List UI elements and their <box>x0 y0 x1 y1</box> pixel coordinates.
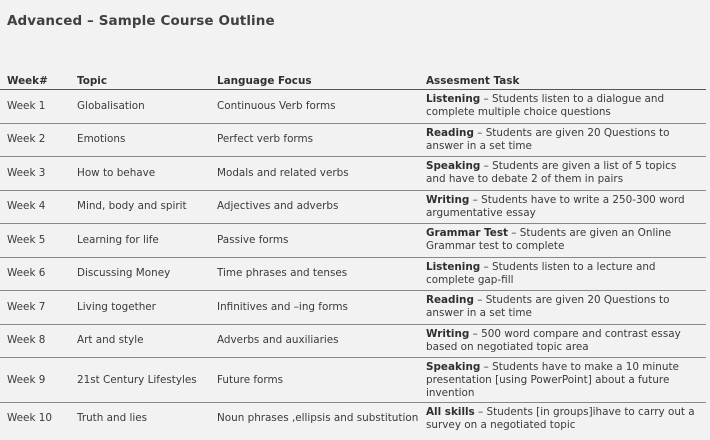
language-focus-cell: Continuous Verb forms <box>210 90 419 124</box>
task-description: – 500 word compare and contrast essay based on negotiated topic area <box>426 327 681 353</box>
language-focus-cell: Perfect verb forms <box>210 123 419 157</box>
task-description: – Students are given 20 Questions to answer in a set time <box>426 294 670 320</box>
week-cell: Week 1 <box>0 90 70 124</box>
table-row <box>0 123 706 157</box>
topic-cell: Truth and lies <box>77 412 148 424</box>
week-cell: Week 10 <box>7 412 52 424</box>
week-cell: Week 2 <box>0 123 70 157</box>
task-description: – Students are given a list of 5 topics and have to debate 2 of them in pairs <box>426 160 677 186</box>
table-row <box>0 90 706 124</box>
header-language-focus: Language Focus <box>210 72 419 90</box>
topic-cell: How to behave <box>70 157 210 191</box>
task-kind: Reading <box>426 126 474 139</box>
header-assessment-task: Assesment Task <box>419 72 706 90</box>
task-kind: Reading <box>426 294 474 307</box>
language-focus-cell: Modals and related verbs <box>210 157 419 191</box>
task-description: – Students listen to a lecture and complete gap-fill <box>426 260 656 286</box>
language-focus-cell: Time phrases and tenses <box>210 257 419 291</box>
table-row <box>0 358 706 403</box>
week-cell: Week 8 <box>0 324 70 358</box>
assessment-task-cell <box>419 403 706 435</box>
table-row <box>0 324 706 358</box>
topic-cell: Globalisation <box>70 90 210 124</box>
table-row <box>0 190 706 224</box>
task-description: – Students listen to a dialogue and complete multiple choice questions <box>426 93 665 119</box>
assessment-task-cell <box>419 358 706 403</box>
assessment-task-cell <box>419 157 706 191</box>
week-cell: Week 4 <box>0 190 70 224</box>
topic-cell: Mind, body and spirit <box>70 190 210 224</box>
task-description: – Students are given 20 Questions to answer in a set time <box>426 126 670 152</box>
task-kind: Grammar Test <box>426 227 508 240</box>
assessment-task-cell <box>419 257 706 291</box>
assessment-task-cell <box>419 324 706 358</box>
language-focus-cell: Passive forms <box>210 224 419 258</box>
week-cell: Week 7 <box>0 291 70 325</box>
header-week: Week# <box>0 72 70 90</box>
language-focus-cell: Infinitives and –ing forms <box>210 291 419 325</box>
language-focus-cell: Future forms <box>210 358 419 403</box>
header-row <box>0 72 706 90</box>
task-kind: Speaking <box>426 360 481 373</box>
assessment-task-cell <box>419 190 706 224</box>
task-description: – Students have to write a 250-300 word argumentative essay <box>426 193 685 219</box>
task-kind: Listening <box>426 93 481 106</box>
topic-cell: Emotions <box>70 123 210 157</box>
week-cell: Week 3 <box>0 157 70 191</box>
task-description: – Students [in groups]ihave to carry out a survey on a negotiated topic <box>426 405 695 431</box>
task-kind: Listening <box>426 260 481 273</box>
table-row <box>0 157 706 191</box>
task-kind: All skills <box>426 405 475 418</box>
task-kind: Writing <box>426 327 470 340</box>
language-focus-cell: Adverbs and auxiliaries <box>210 324 419 358</box>
language-focus-cell: Noun phrases ,ellipsis and substitution <box>217 412 419 424</box>
table-row <box>0 403 706 435</box>
topic-cell: Learning for life <box>70 224 210 258</box>
language-focus-cell: Adjectives and adverbs <box>210 190 419 224</box>
topic-cell: Discussing Money <box>70 257 210 291</box>
task-kind: Speaking <box>426 160 481 173</box>
table-row <box>0 291 706 325</box>
topic-cell: Living together <box>70 291 210 325</box>
week-cell: Week 6 <box>0 257 70 291</box>
header-topic: Topic <box>70 72 210 90</box>
assessment-task-cell <box>419 224 706 258</box>
task-kind: Writing <box>426 193 470 206</box>
assessment-task-cell <box>419 90 706 124</box>
table-row <box>0 224 706 258</box>
course-outline-table <box>0 72 706 434</box>
page-title: Advanced – Sample Course Outline <box>7 13 275 29</box>
table-row <box>0 257 706 291</box>
assessment-task-cell <box>419 123 706 157</box>
task-description: – Students have to make a 10 minute presentation [using PowerPoint] about a future invention <box>426 360 679 399</box>
week-cell: Week 9 <box>0 358 70 403</box>
assessment-task-cell <box>419 291 706 325</box>
topic-cell: Art and style <box>70 324 210 358</box>
topic-cell: 21st Century Lifestyles <box>70 358 210 403</box>
week-cell: Week 5 <box>0 224 70 258</box>
task-description: – Students are given an Online Grammar test to complete <box>426 227 672 253</box>
